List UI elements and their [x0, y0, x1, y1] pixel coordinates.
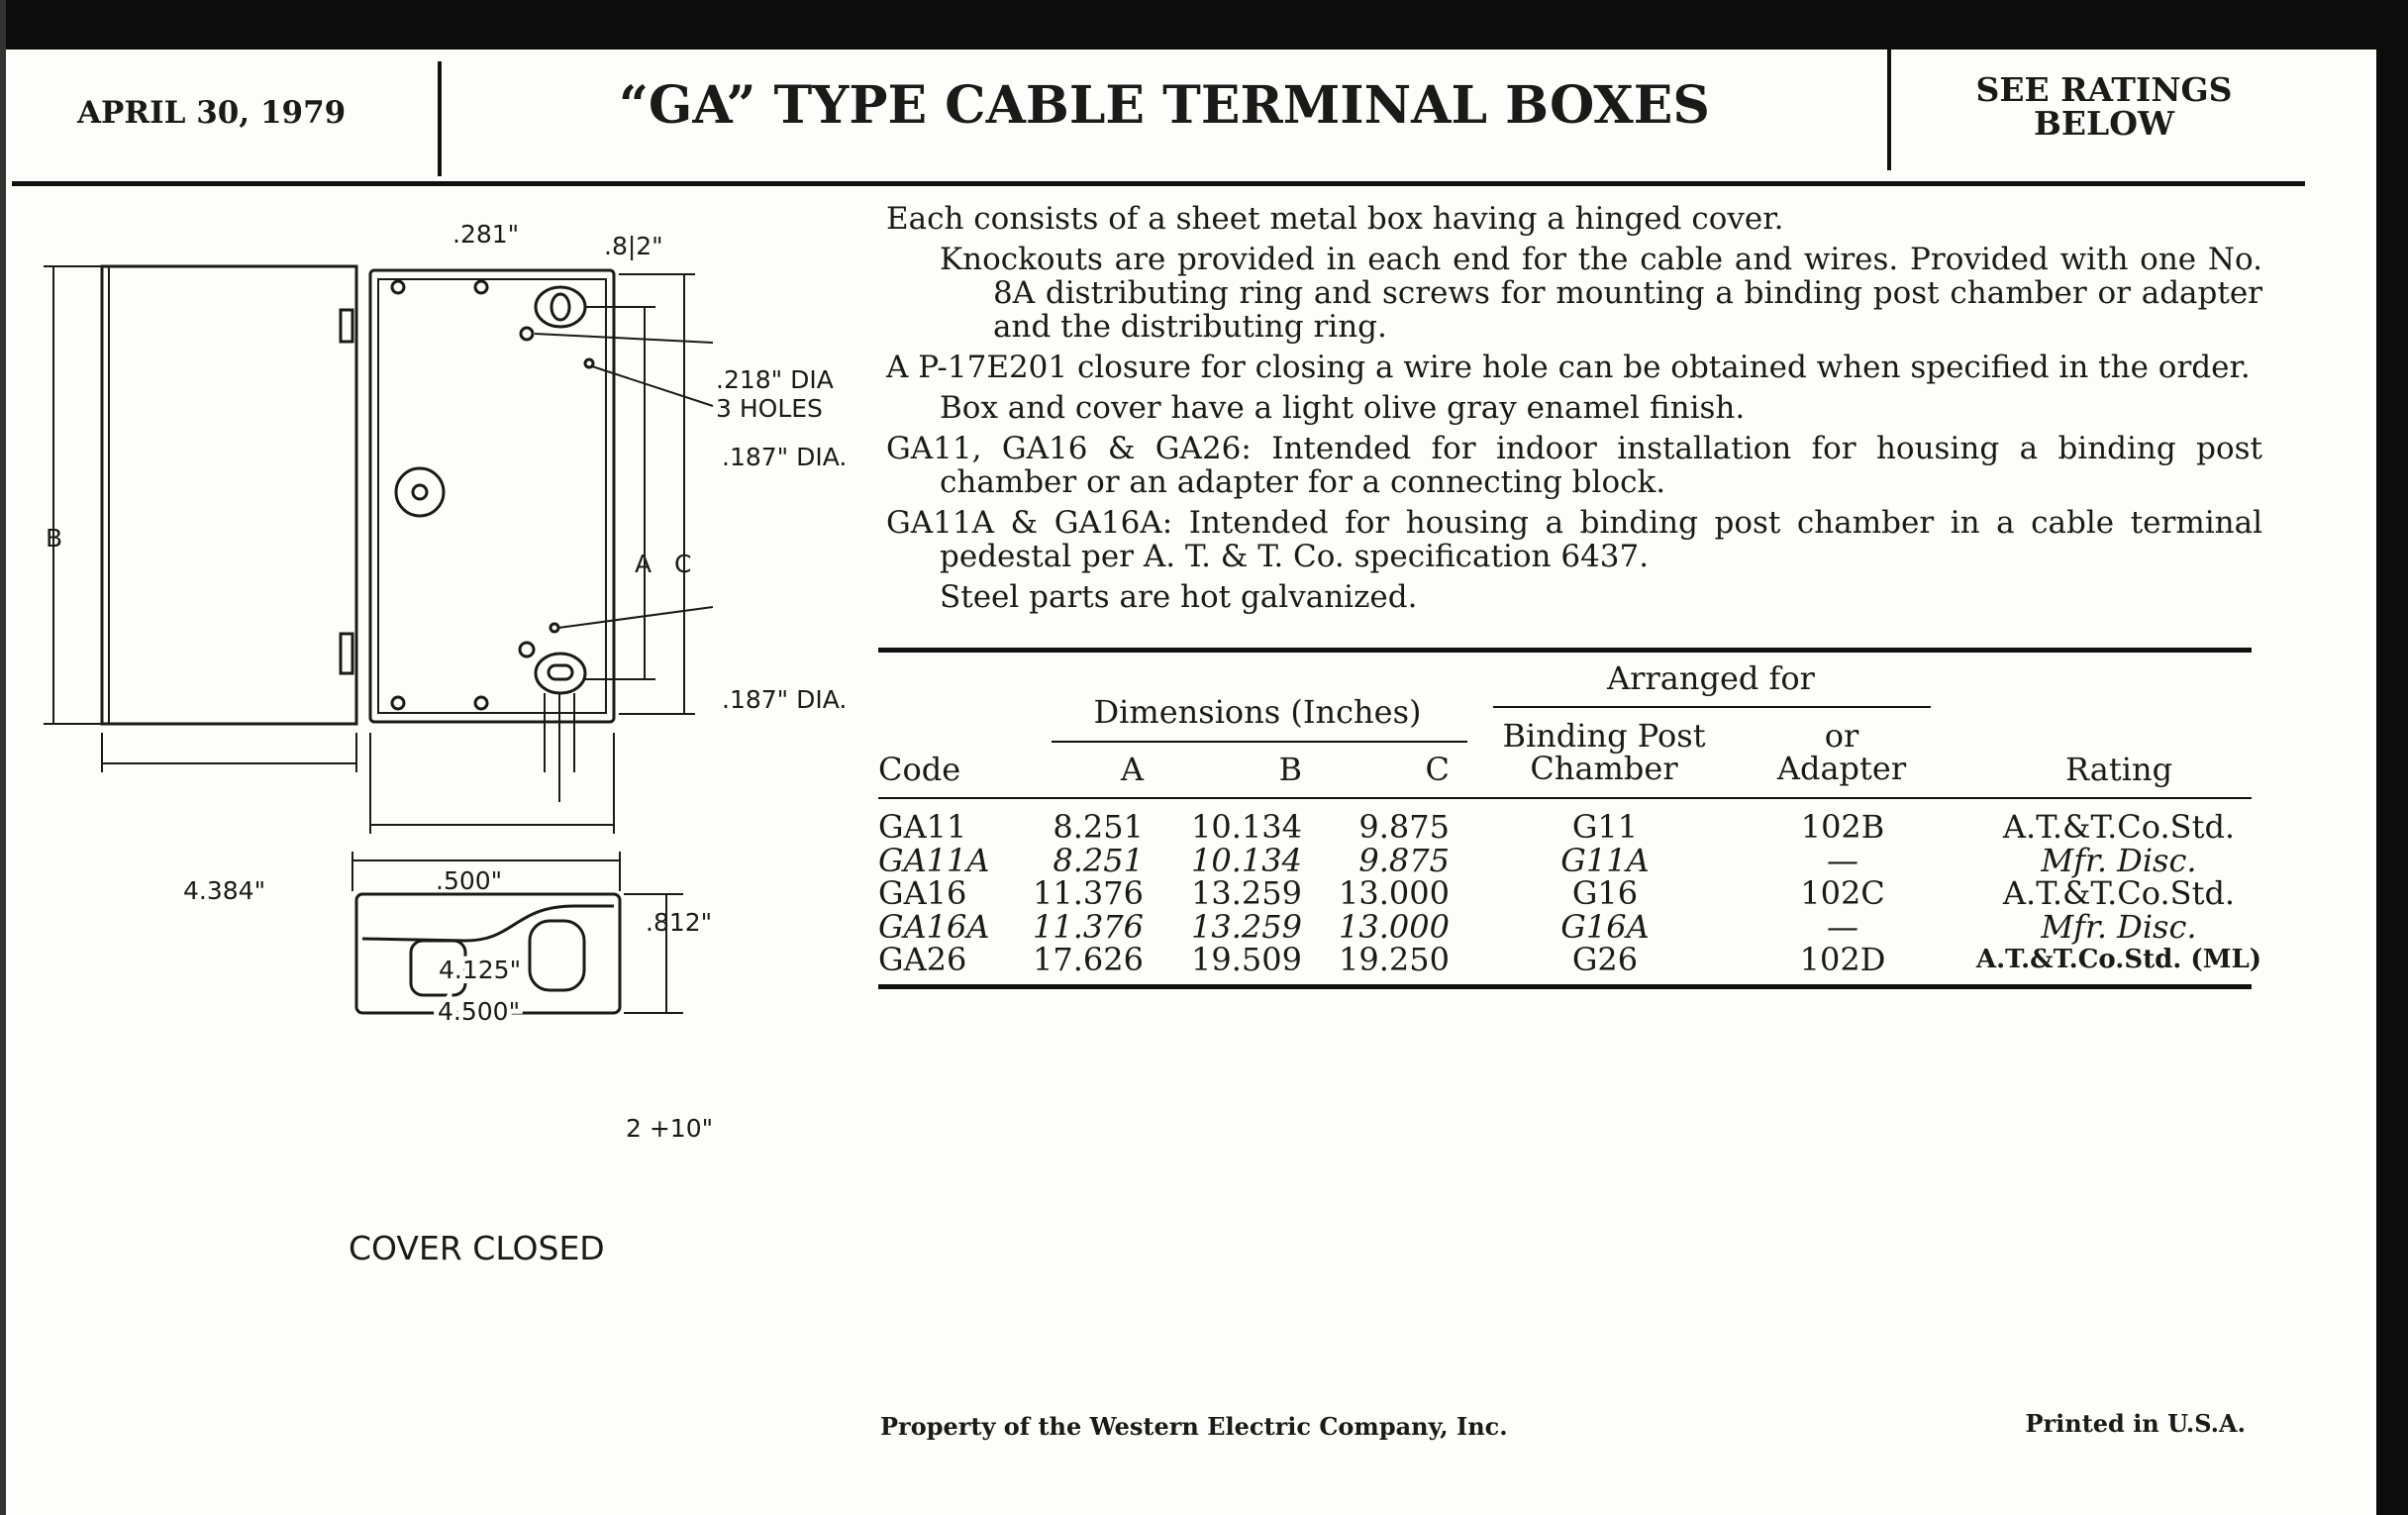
label-a: A — [635, 550, 652, 578]
dim-4384: 4.384" — [183, 876, 266, 905]
cell-a: 11.376 — [1033, 874, 1144, 912]
cell-chamber: G11 — [1571, 808, 1639, 846]
dim-3-holes: 3 HOLES — [716, 394, 823, 423]
dim-4125: 4.125" — [439, 956, 522, 984]
cell-c: 9.875 — [1358, 841, 1450, 879]
header-adapter — [1753, 717, 1931, 787]
cell-chamber: G16A — [1560, 907, 1650, 946]
cell-adapter: 102D — [1799, 941, 1886, 978]
footer-printed: Printed in U.S.A. — [2025, 1409, 2246, 1438]
group-rule — [1493, 706, 1931, 708]
cell-chamber: G11A — [1560, 841, 1650, 879]
dim-187-dia: .187" DIA. — [722, 685, 848, 714]
drawing-caption: COVER CLOSED — [349, 1229, 605, 1267]
dim-4500: 4.500" — [438, 997, 521, 1026]
scan-border-right — [2376, 0, 2408, 1515]
header-text: or — [1824, 717, 1859, 755]
group-rule — [1052, 741, 1467, 743]
open-cover — [102, 266, 356, 724]
header-date: APRIL 30, 1979 — [77, 95, 347, 131]
cell-c: 19.250 — [1339, 941, 1450, 978]
cell-a: 8.251 — [1053, 808, 1144, 846]
box-body — [370, 270, 614, 722]
group-header-dimensions: Dimensions (Inches) — [1093, 693, 1422, 731]
cell-a: 11.376 — [1033, 907, 1144, 946]
description-paragraph: Steel parts are hot galvanized. — [940, 579, 1418, 615]
header-divider — [1887, 50, 1891, 170]
cell-chamber: G26 — [1571, 941, 1639, 978]
cell-code: GA11 — [878, 808, 967, 846]
header-chamber — [1485, 717, 1723, 787]
cell-code: GA11A — [878, 841, 990, 879]
dim-812-top: .8|2" — [604, 232, 663, 260]
cell-c: 9.875 — [1358, 808, 1450, 846]
cell-rating: A.T.&T.Co.Std. — [2002, 874, 2236, 912]
cell-adapter: — — [1827, 907, 1858, 946]
cell-b: 13.259 — [1191, 907, 1302, 946]
header-a: A — [1120, 751, 1144, 788]
closed-box — [356, 894, 620, 1013]
ratings-note-line: BELOW — [2033, 104, 2175, 143]
dim-812-bottom: .812" — [646, 908, 713, 937]
cell-rating: Mfr. Disc. — [2041, 907, 2197, 946]
ratings-note — [1931, 70, 2277, 143]
dim-218-dia: .218" DIA — [716, 365, 834, 394]
header-text: Chamber — [1530, 750, 1678, 787]
cell-c: 13.000 — [1339, 907, 1450, 946]
description-paragraph: GA11A & GA16A: Intended for housing a binding post chamber in a cable terminal pedestal per A. T. & T. Co. specification 6437. — [886, 505, 2262, 574]
header-text: Binding Post — [1502, 717, 1706, 755]
cell-rating: A.T.&T.Co.Std. — [2002, 808, 2236, 846]
cell-b: 10.134 — [1191, 808, 1302, 846]
header-rule — [878, 797, 2252, 799]
description — [886, 202, 2262, 621]
label-c: C — [674, 550, 692, 578]
cell-b: 19.509 — [1191, 941, 1302, 978]
dim-281: .281" — [452, 220, 520, 249]
dim-500: .500" — [436, 866, 503, 895]
cell-chamber: G16 — [1571, 874, 1639, 912]
header-c: C — [1425, 751, 1450, 788]
cell-code: GA16 — [878, 874, 967, 912]
cell-a: 8.251 — [1053, 841, 1144, 879]
label-b: B — [46, 524, 63, 553]
table-top-rule — [878, 648, 2252, 653]
description-paragraph: A P-17E201 closure for closing a wire hole can be obtained when specified in the order. — [886, 350, 2251, 385]
cell-b: 10.134 — [1191, 841, 1302, 879]
group-header-arranged: Arranged for — [1607, 659, 1815, 697]
dim-height: 2 +10" — [626, 1114, 714, 1143]
description-paragraph: Box and cover have a light olive gray enamel finish. — [940, 390, 1746, 426]
header-b: B — [1278, 751, 1302, 788]
dim-187-dia: .187" DIA. — [722, 443, 848, 471]
table-bottom-rule — [878, 984, 2252, 989]
cell-code: GA26 — [878, 941, 967, 978]
header-code: Code — [878, 751, 961, 788]
header-rating: Rating — [2064, 751, 2173, 788]
description-paragraph: Knockouts are provided in each end for the cable and wires. Provided with one No. 8A distributing ring and screws for mounting a binding post chamber or adapter and the distributing ring. — [940, 242, 2262, 345]
cell-c: 13.000 — [1339, 874, 1450, 912]
cell-rating: Mfr. Disc. — [2041, 841, 2197, 879]
cell-a: 17.626 — [1033, 941, 1144, 978]
cell-b: 13.259 — [1191, 874, 1302, 912]
ratings-note-line: SEE RATINGS — [1975, 70, 2233, 109]
cell-adapter: 102B — [1800, 808, 1885, 846]
footer-property: Property of the Western Electric Company, Inc. — [880, 1412, 1508, 1441]
cell-adapter: — — [1827, 841, 1858, 879]
header-text: Adapter — [1776, 750, 1907, 787]
description-paragraph: Each consists of a sheet metal box having a hinged cover. — [886, 201, 1784, 237]
cell-rating: A.T.&T.Co.Std. (ML) — [1975, 945, 2262, 974]
box-drawing — [0, 0, 881, 1287]
page-title: “GA” TYPE CABLE TERMINAL BOXES — [619, 75, 1710, 136]
description-paragraph: GA11, GA16 & GA26: Intended for indoor installation for housing a binding post chamber or an adapter for a connecting block. — [886, 431, 2262, 500]
cell-code: GA16A — [878, 907, 990, 946]
cell-adapter: 102C — [1800, 874, 1885, 912]
